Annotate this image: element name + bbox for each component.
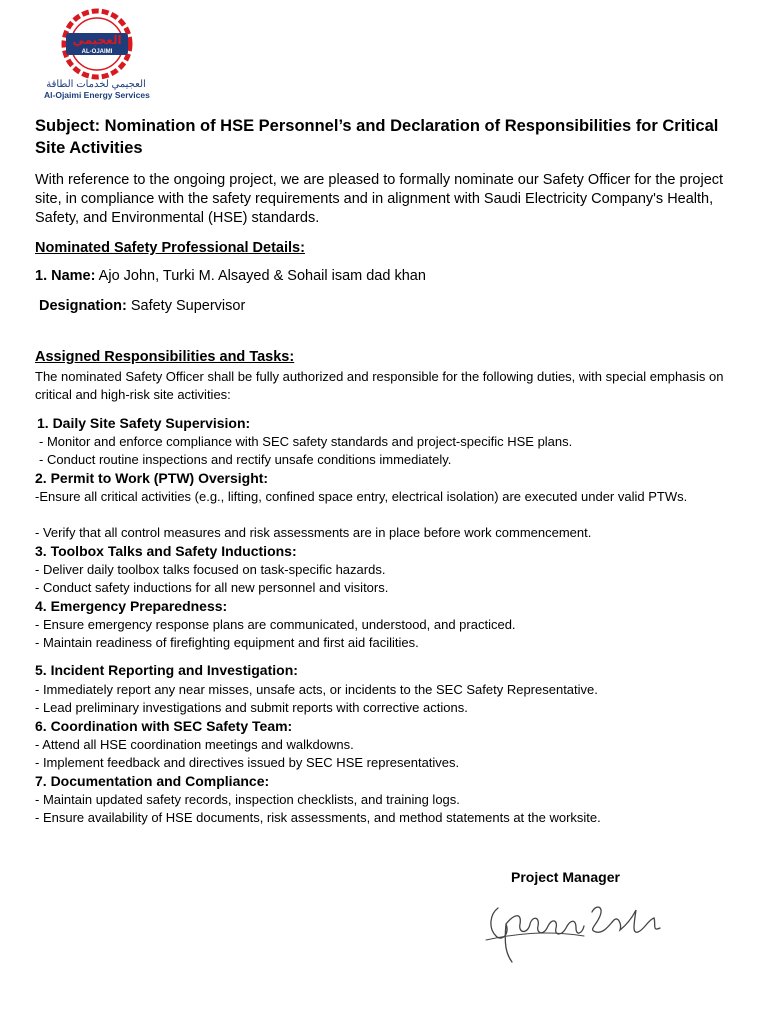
item-line: - Maintain readiness of firefighting equipment and first aid facilities.	[35, 635, 419, 650]
intro-paragraph: With reference to the ongoing project, we are pleased to formally nominate our Safety Officer for the project site, in compliance with the safety requirements and in alignment with Saudi Electricity Company's Health, Safety, and Environmental (HSE) standards.	[35, 172, 724, 226]
project-manager-label: Project Manager	[511, 869, 620, 885]
item-line: - Maintain updated safety records, inspection checklists, and training logs.	[35, 792, 460, 807]
item-title: 4. Emergency Preparedness:	[35, 598, 228, 614]
nominated-heading: Nominated Safety Professional Details:	[35, 240, 305, 256]
item-title: 7. Documentation and Compliance:	[35, 773, 270, 789]
item-title: 1. Daily Site Safety Supervision:	[37, 415, 251, 431]
designation-value: Safety Supervisor	[126, 298, 246, 314]
item-line: - Conduct safety inductions for all new personnel and visitors.	[35, 580, 389, 595]
name-value: Ajo John, Turki M. Alsayed & Sohail isam dad khan	[95, 268, 426, 284]
designation-label: Designation:	[39, 298, 127, 314]
subject-line: Subject: Nomination of HSE Personnel’s and Declaration of Responsibilities for Critical Site Activities	[35, 117, 719, 157]
item-line: - Monitor and enforce compliance with SEC safety standards and project-specific HSE plans.	[39, 434, 573, 449]
item-line: - Ensure emergency response plans are communicated, understood, and practiced.	[35, 617, 516, 632]
item-line: - Verify that all control measures and risk assessments are in place before work commencement.	[35, 525, 592, 540]
name-label: 1. Name:	[35, 268, 96, 284]
company-name-english: Al-Ojaimi Energy Services	[44, 90, 150, 100]
designation-line	[39, 298, 245, 314]
item-line: - Implement feedback and directives issued by SEC HSE representatives.	[35, 755, 460, 770]
responsibilities-heading: Assigned Responsibilities and Tasks:	[35, 349, 295, 365]
item-line: -Ensure all critical activities (e.g., lifting, confined space entry, electrical isolation) are executed under valid PTWs.	[35, 489, 688, 504]
item-line: - Attend all HSE coordination meetings and walkdowns.	[35, 737, 354, 752]
responsibilities-intro: The nominated Safety Officer shall be fully authorized and responsible for the following duties, with special emphasis on critical and high-risk site activities:	[35, 369, 724, 402]
item-title: 6. Coordination with SEC Safety Team:	[35, 718, 293, 734]
name-line	[35, 268, 426, 284]
item-line: - Deliver daily toolbox talks focused on task-specific hazards.	[35, 562, 386, 577]
item-line: - Ensure availability of HSE documents, risk assessments, and method statements at the worksite.	[35, 810, 601, 825]
item-title: 3. Toolbox Talks and Safety Inductions:	[35, 543, 297, 559]
item-line: - Lead preliminary investigations and submit reports with corrective actions.	[35, 700, 468, 715]
company-name-arabic: العجيمي لخدمات الطاقة	[46, 79, 146, 90]
logo-arabic-text: العجيمي	[72, 33, 122, 47]
signature	[484, 884, 674, 966]
item-line: - Immediately report any near misses, unsafe acts, or incidents to the SEC Safety Representative.	[35, 682, 598, 697]
item-title: 2. Permit to Work (PTW) Oversight:	[35, 470, 269, 486]
item-line: - Conduct routine inspections and rectify unsafe conditions immediately.	[39, 452, 452, 467]
logo-english-text: AL-OJAIMI	[81, 49, 113, 55]
item-title: 5. Incident Reporting and Investigation:	[35, 662, 298, 678]
